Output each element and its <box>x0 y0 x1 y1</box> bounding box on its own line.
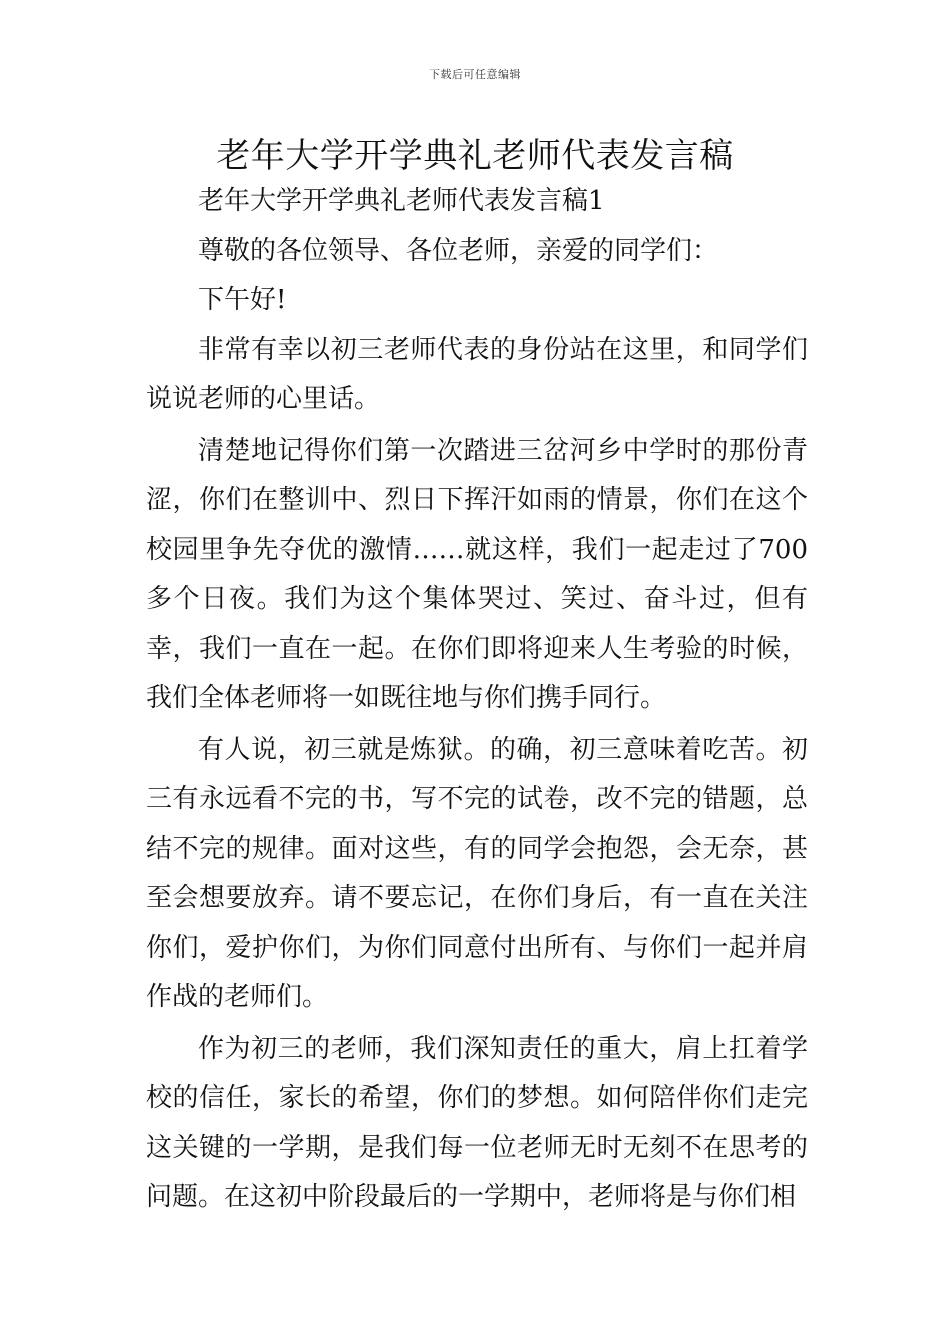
paragraph: 作为初三的老师，我们深知责任的重大，肩上扛着学校的信任，家长的希望，你们的梦想。如何陪伴你们走完这关键的一学期，是我们每一位老师无时无刻不在思考的问题。在这初中阶段最后的一学期中，老师将是与你们相 <box>146 1033 808 1212</box>
paragraph-subtitle: 老年大学开学典礼老师代表发言稿1 <box>198 186 605 216</box>
header-note: 下载后可任意编辑 <box>429 68 521 81</box>
document-title: 老年大学开学典礼老师代表发言稿 <box>216 136 734 176</box>
document-body <box>146 177 808 1223</box>
paragraph: 有人说，初三就是炼狱。的确，初三意味着吃苦。初三有永远看不完的书，写不完的试卷，改不完的错题，总结不完的规律。面对这些，有的同学会抱怨，会无奈，甚至会想要放弃。请不要忘记，在你们身后，有一直在关注你们，爱护你们，为你们同意付出所有、与你们一起并肩作战的老师们。 <box>146 734 808 1012</box>
paragraph: 清楚地记得你们第一次踏进三岔河乡中学时的那份青涩，你们在整训中、烈日下挥汗如雨的情景，你们在这个校园里争先夺优的激情……就这样，我们一起走过了700多个日夜。我们为这个集体哭过、笑过、奋斗过，但有幸，我们一直在一起。在你们即将迎来人生考验的时候，我们全体老师将一如既往地与你们携手同行。 <box>146 435 808 713</box>
paragraph-greeting: 下午好! <box>198 285 287 315</box>
paragraph-salutation: 尊敬的各位领导、各位老师，亲爱的同学们： <box>198 235 719 266</box>
paragraph: 非常有幸以初三老师代表的身份站在这里，和同学们说说老师的心里话。 <box>146 334 808 414</box>
